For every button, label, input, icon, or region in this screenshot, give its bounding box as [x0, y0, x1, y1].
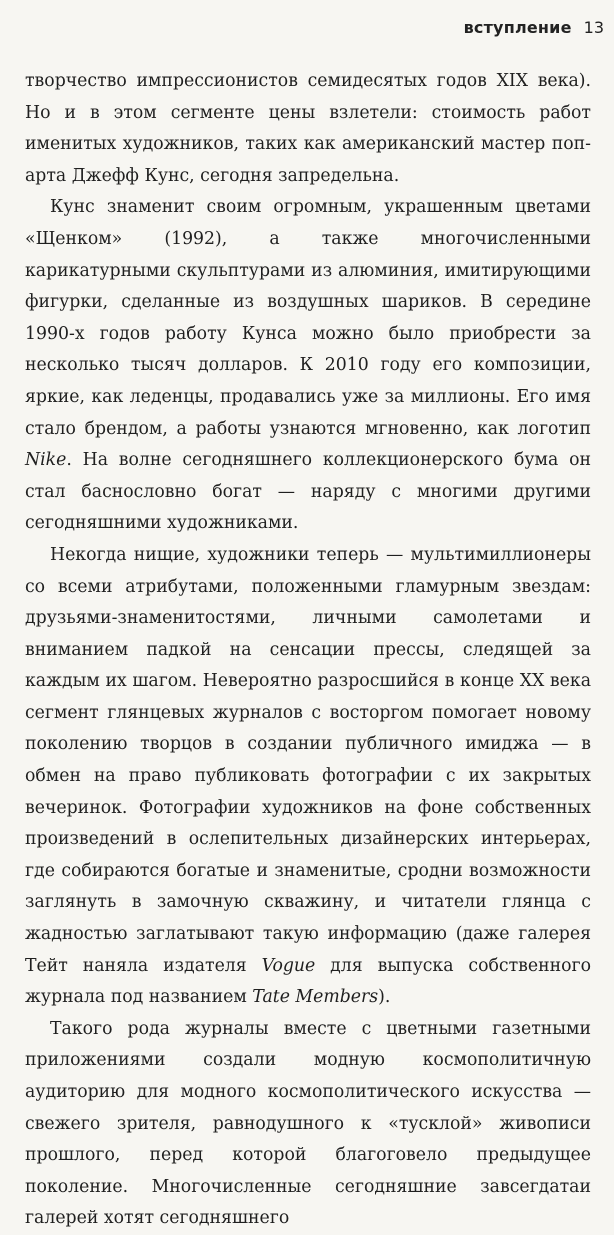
- section-title: вступление: [463, 18, 572, 37]
- paragraph: [25, 66, 591, 192]
- italic-title: Tate Members: [252, 987, 379, 1008]
- paragraph: [25, 1014, 591, 1235]
- paragraph-text: Кунс знаменит своим огромным, украшенным цветами «Щенком» (1992), а также многочисленными карикатурными скульптурами из алюминия, имитирующими фигурки, сделанные из воздушных шариков. В середине 1990-х годов работу Кунса можно было приобрести за несколько тысяч долларов. К 2010 году его композиции, яркие, как леденцы, продавались уже за миллионы. Его имя стало брендом, а работы узнаются мгновенно, как логотип: [25, 197, 591, 439]
- paragraph-text: Такого рода журналы вместе с цветными газетными приложениями создали модную космополитичную аудиторию для модного космополитического искусства — свежего зрителя, равнодушного к «тусклой» живописи прошлого, перед которой благоговело предыдущее поколение. Многочисленные сегодняшние завсегдатаи галерей хотят сегодняшнего: [25, 1018, 591, 1229]
- paragraph-text: творчество импрессионистов семидесятых годов XIX века). Но и в этом сегменте цены взлетели: стоимость работ именитых художников, таких как американский мастер поп-арта Джефф Кунс, сегодня запредельна.: [25, 71, 591, 186]
- paragraph: [25, 540, 591, 1014]
- paragraph-text: ).: [378, 987, 391, 1008]
- paragraph-text: для выпуска собственного журнала под названием: [25, 955, 591, 1008]
- italic-title: Vogue: [261, 955, 316, 976]
- page-number: 13: [583, 18, 604, 37]
- paragraph-text: Некогда нищие, художники теперь — мультимиллионеры со всеми атрибутами, положенными гламурным звездам: друзьями-знаменитостями, личными самолетами и вниманием падкой на сенсации прессы, следящей за каждым их шагом. Невероятно разросшийся в конце XX века сегмент глянцевых журналов с восторгом помогает новому поколению творцов в создании публичного имиджа — в обмен на право публиковать фотографии с их закрытых вечеринок. Фотографии художников на фоне собственных произведений в ослепительных дизайнерских интерьерах, где собираются богатые и знаменитые, сродни возможности заглянуть в замочную скважину, и читатели глянца с жадностью заглатывают такую информацию (даже галерея Тейт наняла издателя: [25, 544, 591, 976]
- running-header: [464, 18, 604, 37]
- body-text: [25, 66, 591, 1235]
- paragraph-text: . На волне сегодняшнего коллекционерского бума он стал баснословно богат — наряду с многими другими сегодняшними художниками.: [25, 450, 591, 534]
- paragraph: [25, 192, 591, 540]
- italic-brand: Nike: [25, 450, 67, 471]
